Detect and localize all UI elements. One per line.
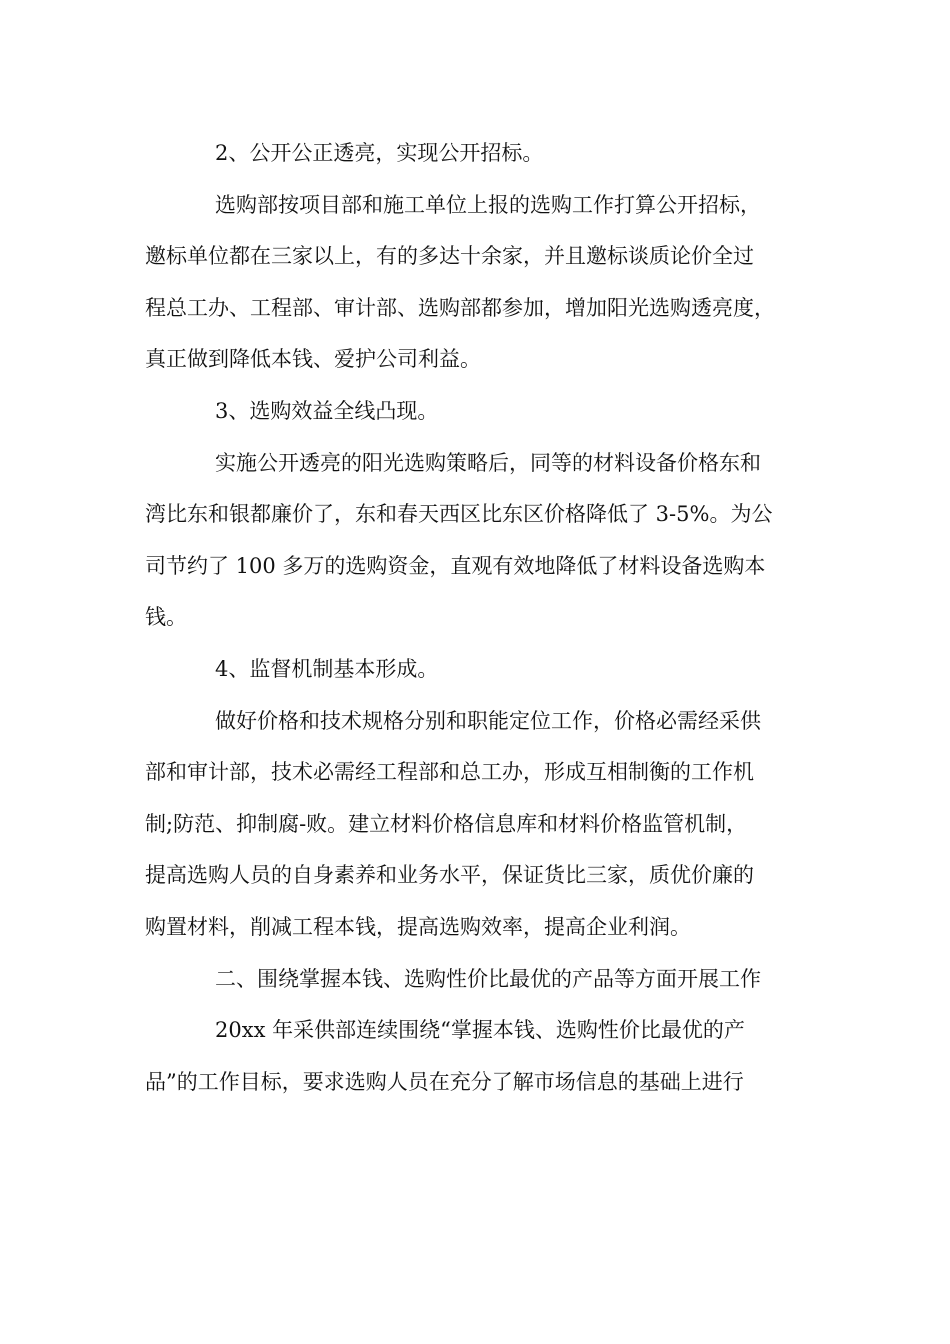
paragraph-line: 做好价格和技术规格分别和职能定位工作，价格必需经采供 — [215, 708, 761, 733]
paragraph-line: 湾比东和银都廉价了，东和春天西区比东区价格降低了 3-5%。为公 — [145, 502, 773, 527]
paragraph-line: 3、选购效益全线凸现。 — [215, 398, 439, 423]
paragraph-line: 4、监督机制基本形成。 — [215, 656, 439, 681]
paragraph-line: 品”的工作目标，要求选购人员在充分了解市场信息的基础上进行 — [145, 1069, 744, 1094]
paragraph-line: 钱。 — [145, 605, 187, 630]
paragraph-line: 司节约了 100 多万的选购资金，直观有效地降低了材料设备选购本 — [145, 553, 766, 578]
paragraph-line: 邀标单位都在三家以上，有的多达十余家，并且邀标谈质论价全过 — [145, 244, 754, 269]
paragraph-line: 购置材料，削减工程本钱，提高选购效率，提高企业利润。 — [145, 914, 691, 939]
paragraph-line: 制;防范、抑制腐-败。建立材料价格信息库和材料价格监管机制， — [145, 811, 748, 836]
paragraph-line: 选购部按项目部和施工单位上报的选购工作打算公开招标， — [215, 192, 761, 217]
paragraph-line: 程总工办、工程部、审计部、选购部都参加，增加阳光选购透亮度， — [145, 295, 775, 320]
paragraph-line: 2、公开公正透亮，实现公开招标。 — [215, 141, 544, 165]
paragraph-line: 实施公开透亮的阳光选购策略后，同等的材料设备价格东和 — [215, 450, 761, 475]
paragraph-line: 真正做到降低本钱、爱护公司利益。 — [145, 347, 481, 372]
paragraph-line: 部和审计部，技术必需经工程部和总工办，形成互相制衡的工作机 — [145, 760, 754, 785]
paragraph-line: 20xx 年采供部连续围绕“掌握本钱、选购性价比最优的产 — [215, 1018, 745, 1043]
paragraph-line: 二、围绕掌握本钱、选购性价比最优的产品等方面开展工作 — [215, 966, 761, 991]
document-body — [145, 128, 815, 1108]
paragraph-line: 提高选购人员的自身素养和业务水平，保证货比三家，质优价廉的 — [145, 863, 754, 888]
